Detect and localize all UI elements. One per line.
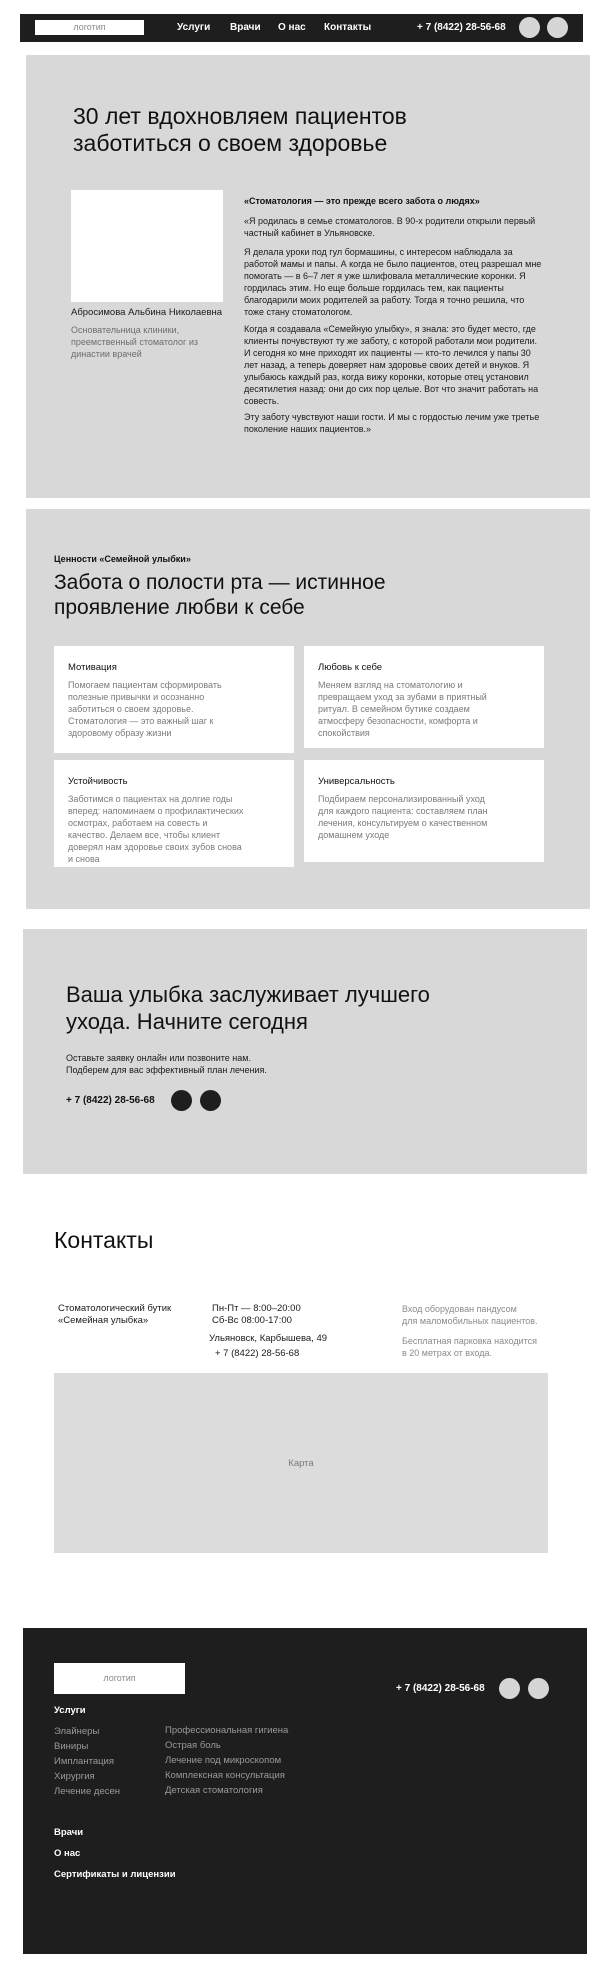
header-phone[interactable]: + 7 (8422) 28-56-68 <box>417 22 506 33</box>
social-icon[interactable] <box>200 1090 221 1111</box>
cta-text <box>66 1052 267 1076</box>
social-icon[interactable] <box>547 17 568 38</box>
quote-paragraph: Эту заботу чувствуют наши гости. И мы с гордостью лечим уже третье поколение наших пациентов.» <box>244 412 540 434</box>
footer-service-link[interactable]: Детская стоматология <box>165 1785 263 1796</box>
social-icon[interactable] <box>528 1678 549 1699</box>
values-title: Забота о полости рта — истинное проявление любви к себе <box>54 571 386 619</box>
value-card-title: Универсальность <box>318 776 395 787</box>
quote-paragraph: Когда я создавала «Семейную улыбку», я знала: это будет место, где клиенты почувствуют ту же заботу, с которой работали мои родители. И сегодня ко мне приходят их пациенты — кто-то лечился у папы 30 лет назад, а теперь доверяет нам здоровье своих детей и внуков. Я улыбаюсь каждый раз, когда вижу коронки, которые отец установил десятилетия назад: они до сих пор целые. Вот что значит работать на совесть. <box>244 324 539 406</box>
hours-line: Пн-Пт — 8:00–20:00 <box>212 1303 301 1314</box>
messenger-icon[interactable] <box>171 1090 192 1111</box>
founder-role: Основательница клиники, преемственный стоматолог из династии врачей <box>71 325 198 359</box>
about-section <box>26 55 590 498</box>
footer-logo[interactable]: логотип <box>54 1663 185 1694</box>
cta-title: Ваша улыбка заслуживает лучшего ухода. Начните сегодня <box>66 982 430 1034</box>
value-card-text: Меняем взгляд на стоматологию и превращаем уход за зубами в приятный ритуал. В семейном бутике создаем атмосферу безопасности, комфорта и спокойствия <box>318 680 487 738</box>
founder-name: Абросимова Альбина Николаевна <box>71 307 223 318</box>
value-card <box>54 760 294 867</box>
messenger-icon[interactable] <box>519 17 540 38</box>
footer-service-link[interactable]: Хирургия <box>54 1771 95 1782</box>
value-card-title: Устойчивость <box>68 776 128 787</box>
footer-service-link[interactable]: Профессиональная гигиена <box>165 1725 289 1736</box>
cta-phone[interactable]: + 7 (8422) 28-56-68 <box>66 1095 155 1106</box>
footer-service-link[interactable]: Элайнеры <box>54 1726 100 1737</box>
site-header <box>20 14 583 42</box>
value-card-title: Любовь к себе <box>318 662 383 673</box>
footer-service-link[interactable]: Комплексная консультация <box>165 1770 285 1781</box>
quote-paragraph: «Я родилась в семье стоматологов. В 90-х родители открыли первый частный кабинет в Ульяновске. <box>244 216 536 238</box>
footer-service-link[interactable]: Виниры <box>54 1741 89 1752</box>
values-kicker: Ценности «Семейной улыбки» <box>54 554 191 564</box>
parking-line: в 20 метрах от входа. <box>402 1348 492 1358</box>
cta-text-line: Оставьте заявку онлайн или позвоните нам. <box>66 1053 251 1063</box>
parking-note <box>402 1335 537 1359</box>
footer-service-link[interactable]: Лечение под микроскопом <box>165 1755 282 1766</box>
founder-photo <box>71 190 223 302</box>
nav-doctors[interactable]: Врачи <box>230 22 261 33</box>
hours-line: Сб-Вс 08:00-17:00 <box>212 1315 292 1326</box>
clinic-name <box>58 1303 171 1327</box>
working-hours <box>212 1303 301 1327</box>
value-card-text: Помогаем пациентам сформировать полезные привычки и осознанно заботиться о своем здоровье. Стоматология — это важный шаг к здоровому образу жизни <box>68 680 222 738</box>
footer-service-link[interactable]: Лечение десен <box>54 1786 121 1797</box>
value-card-title: Мотивация <box>68 662 117 673</box>
nav-about[interactable]: О нас <box>278 22 306 33</box>
accessibility-line: для маломобильных пациентов. <box>402 1316 538 1326</box>
values-section <box>26 509 590 909</box>
footer-services-heading[interactable]: Услуги <box>54 1705 86 1716</box>
value-card <box>54 646 294 753</box>
site-footer <box>23 1628 587 1954</box>
clinic-address: Ульяновск, Карбышева, 49 <box>209 1333 328 1344</box>
cta-text-line: Подберем для вас эффективный план лечения. <box>66 1065 267 1075</box>
footer-link-doctors[interactable]: Врачи <box>54 1827 84 1838</box>
clinic-name-line: Стоматологический бутик <box>58 1303 172 1314</box>
header-logo[interactable]: логотип <box>35 20 144 35</box>
footer-service-link[interactable]: Имплантация <box>54 1756 114 1767</box>
clinic-name-line: «Семейная улыбка» <box>58 1315 149 1326</box>
footer-link-certificates[interactable]: Сертификаты и лицензии <box>54 1869 176 1880</box>
clinic-phone[interactable]: + 7 (8422) 28-56-68 <box>215 1348 300 1359</box>
value-card <box>304 646 544 748</box>
quote-paragraph: Я делала уроки под гул бормашины, с интересом наблюдала за работой мамы и папы. А когда не было пациентов, отец разрешал мне помогать — в 6–7 лет я уже шлифовала металлические коронки. Я гордилась этим. Но еще больше гордилась тем, как пациенты благодарили моих родителей за работу. Тогда я точно решила, что тоже стану стоматологом. <box>244 247 542 317</box>
footer-phone[interactable]: + 7 (8422) 28-56-68 <box>396 1683 485 1694</box>
accessibility-line: Вход оборудован пандусом <box>402 1304 517 1314</box>
footer-link-about[interactable]: О нас <box>54 1848 81 1859</box>
value-card <box>304 760 544 862</box>
parking-line: Бесплатная парковка находится <box>402 1336 538 1346</box>
nav-services[interactable]: Услуги <box>177 22 211 33</box>
quote-title: «Стоматология — это прежде всего забота о людях» <box>244 196 480 206</box>
map[interactable]: Карта <box>54 1373 548 1553</box>
nav-contacts[interactable]: Контакты <box>324 22 372 33</box>
about-title: 30 лет вдохновляем пациентов заботиться о своем здоровье <box>73 103 407 156</box>
value-card-text: Заботимся о пациентах на долгие годы вперед: напоминаем о профилактических осмотрах, работаем на совесть и качество. Делаем все, чтобы клиент доверял нам здоровье своих зубов снова и снова <box>68 794 244 864</box>
contacts-title: Контакты <box>54 1227 154 1253</box>
value-card-text: Подбираем персонализированный уход для каждого пациента: составляем план лечения, консультируем о качественном домашнем уходе <box>318 794 488 840</box>
cta-section <box>23 929 587 1174</box>
messenger-icon[interactable] <box>499 1678 520 1699</box>
accessibility-note <box>402 1303 538 1327</box>
footer-service-link[interactable]: Острая боль <box>165 1740 221 1751</box>
